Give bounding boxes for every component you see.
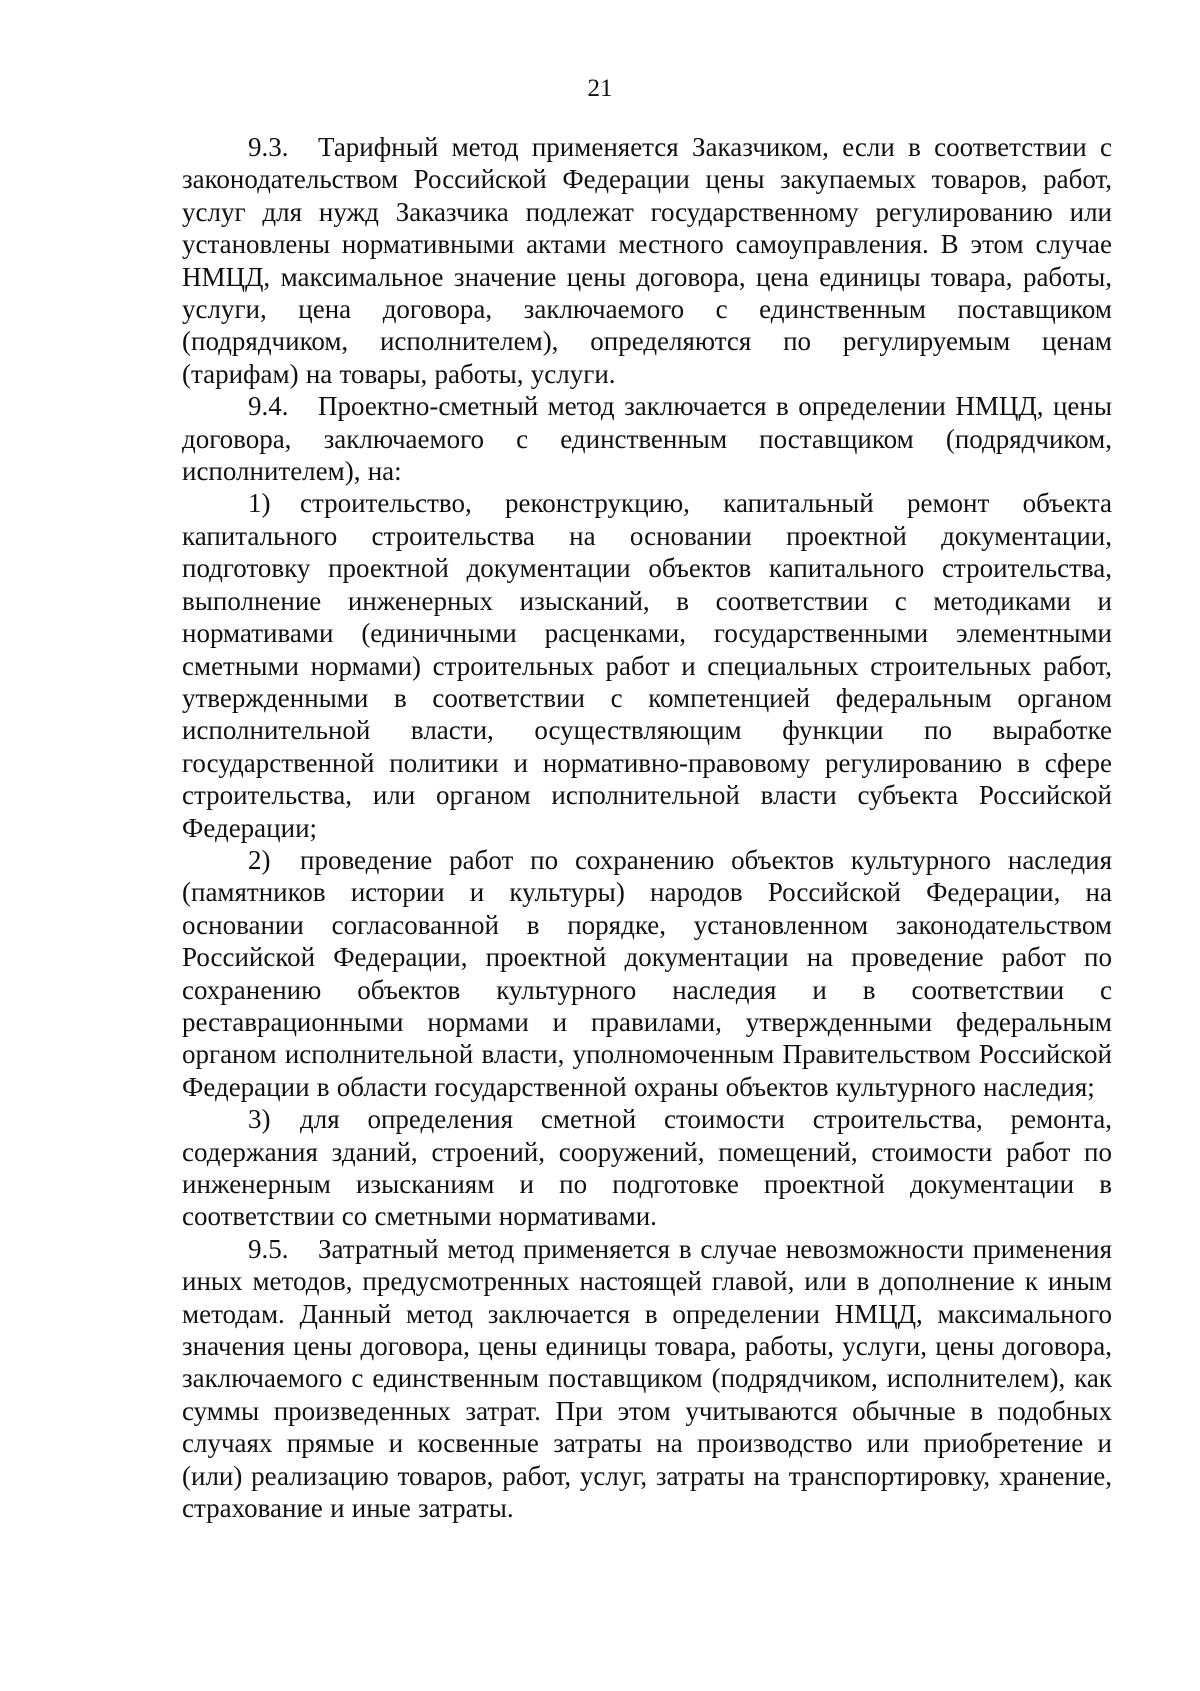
paragraph-text: Затратный метод применяется в случае невозможности применения иных методов, предусмотренных настоящей главой, или в дополнение к иным методам. Данный метод заключается в определении НМЦД, максимального значения цены договора, цены единицы товара, работы, услуги, цены договора, заключаемого с единственным поставщиком (подрядчиком, исполнителем), как суммы произведенных затрат. При этом учитываются обычные в подобных случаях прямые и косвенные затраты на производство или приобретение и (или) реализацию товаров, работ, услуг, затраты на транспортировку, хранение, страхование и иные затраты. <box>182 1233 1112 1524</box>
list-item-text: для определения сметной стоимости строительства, ремонта, содержания зданий, строений, сооружений, помещений, стоимости работ по инженерным изысканиям и по подготовке проектной документации в соответствии со сметными нормативами. <box>182 1104 1112 1232</box>
paragraph-text: Тарифный метод применяется Заказчиком, если в соответствии с законодательством Российской Федерации цены закупаемых товаров, работ, услуг для нужд Заказчика подлежат государственному регулированию или установлены нормативными актами местного самоуправления. В этом случае НМЦД, максимальное значение цены договора, цена единицы товара, работы, услуги, цена договора, заключаемого с единственным поставщиком (подрядчиком, исполнителем), определяются по регулируемым ценам (тарифам) на товары, работы, услуги. <box>182 132 1112 389</box>
list-item-3 <box>182 1103 1112 1233</box>
list-item-number: 1) <box>248 488 271 519</box>
paragraph-9-5 <box>182 1233 1112 1525</box>
list-item-1 <box>182 487 1112 843</box>
paragraph-number: 9.4. <box>248 391 289 422</box>
page-number: 21 <box>587 75 613 102</box>
paragraph-number: 9.5. <box>248 1233 289 1264</box>
list-item-text: проведение работ по сохранению объектов культурного наследия (памятников истории и культуры) народов Российской Федерации, на основании согласованной в порядке, установленном законодательством Российской Федерации, проектной документации на проведение работ по сохранению объектов культурного наследия и в соответствии с реставрационными нормами и правилами, утвержденными федеральным органом исполнительной власти, уполномоченным Правительством Российской Федерации в области государственной охраны объектов культурного наследия; <box>182 844 1112 1102</box>
list-item-text: строительство, реконструкцию, капитальный ремонт объекта капитального строительства на основании проектной документации, подготовку проектной документации объектов капитального строительства, выполнение инженерных изысканий, в соответствии с методиками и нормативами (единичными расценками, государственными элементными сметными нормами) строительных работ и специальных строительных работ, утвержденными в соответствии с компетенцией федеральным органом исполнительной власти, осуществляющим функции по выработке государственной политики и нормативно-правовому регулированию в сфере строительства, или органом исполнительной власти субъекта Российской Федерации; <box>182 488 1112 843</box>
paragraph-text: Проектно-сметный метод заключается в определении НМЦД, цены договора, заключаемого с единственным поставщиком (подрядчиком, исполнителем), на: <box>182 391 1112 487</box>
list-item-2 <box>182 844 1112 1103</box>
document-body <box>182 131 1112 1524</box>
paragraph-number: 9.3. <box>248 132 289 162</box>
paragraph-9-3 <box>182 131 1112 390</box>
paragraph-9-4 <box>182 390 1112 487</box>
list-item-number: 2) <box>248 844 271 875</box>
list-item-number: 3) <box>248 1104 271 1135</box>
